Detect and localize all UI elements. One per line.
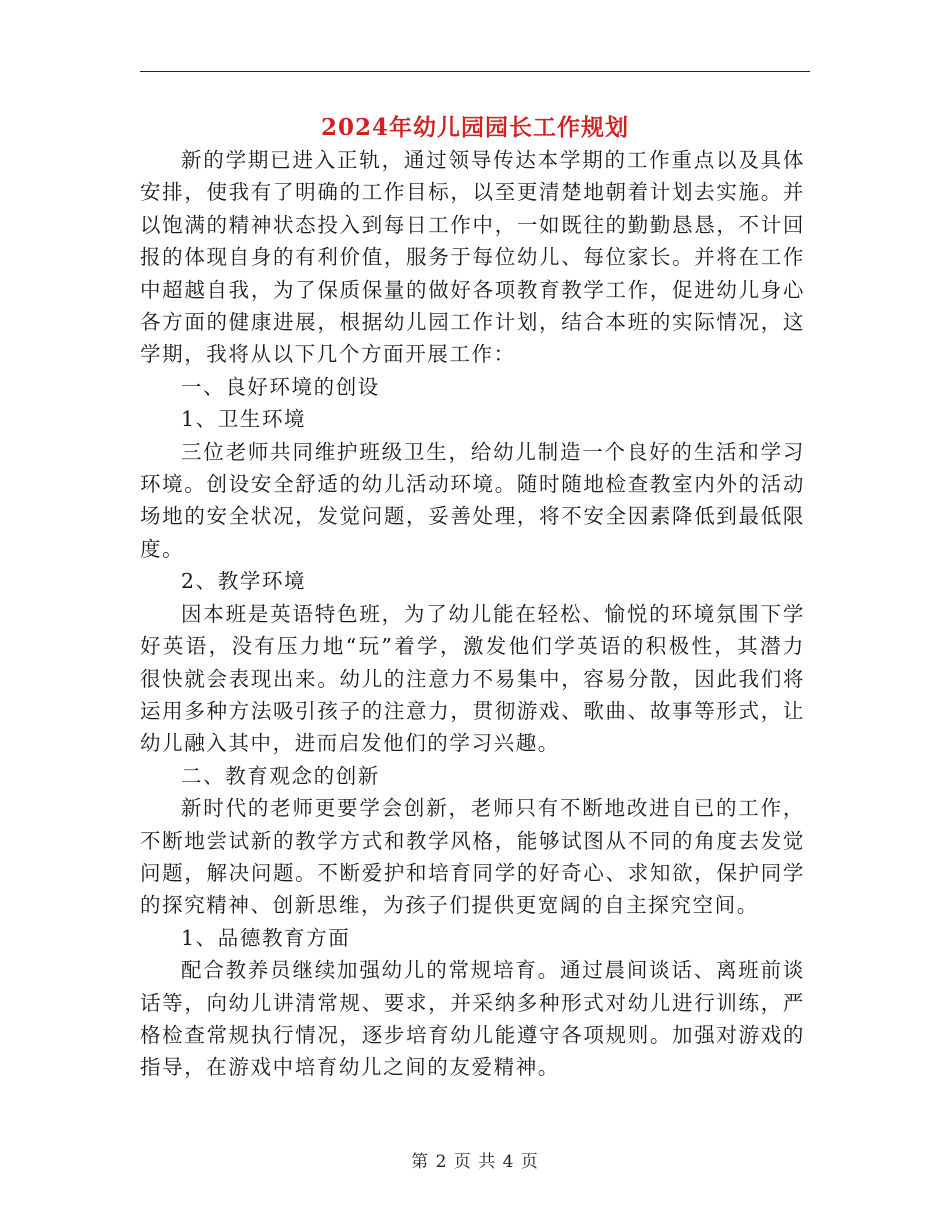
hygiene-paragraph: 三位老师共同维护班级卫生，给幼儿制造一个良好的生活和学习环境。创设安全舒适的幼儿活动环境。随时随地检查教室内外的活动场地的安全状况，发觉问题，妥善处理，将不安全因素降低到最低限度。 <box>140 439 805 561</box>
moral-paragraph: 配合教养员继续加强幼儿的常规培育。通过晨间谈话、离班前谈话等，向幼儿讲清常规、要求，并采纳多种形式对幼儿进行训练，严格检查常规执行情况，逐步培育幼儿能遵守各项规则。加强对游戏的指导，在游戏中培育幼儿之间的友爱精神。 <box>140 958 805 1080</box>
subheading-hygiene: 1、卫生环境 <box>181 407 307 432</box>
document-body <box>140 144 805 1084</box>
section-heading-innovation: 二、教育观念的创新 <box>181 763 380 788</box>
innovation-paragraph: 新时代的老师更要学会创新，老师只有不断地改进自已的工作，不断地尝试新的教学方式和教学风格，能够试图从不同的角度去发觉问题，解决问题。不断爱护和培育同学的好奇心、求知欲，保护同学的探究精神、创新思维，为孩子们提供更宽阔的自主探究空间。 <box>140 796 805 918</box>
document-title: 2024年幼儿园园长工作规划 <box>320 114 629 141</box>
subheading-teaching: 2、教学环境 <box>181 569 307 594</box>
teaching-paragraph: 因本班是英语特色班，为了幼儿能在轻松、愉悦的环境氛围下学好英语，没有压力地“玩”着学，激发他们学英语的积极性，其潜力很快就会表现出来。幼儿的注意力不易集中，容易分散，因此我们将运用多种方法吸引孩子的注意力，贯彻游戏、歌曲、故事等形式，让幼儿融入其中，进而启发他们的学习兴趣。 <box>140 601 805 756</box>
subheading-moral: 1、品德教育方面 <box>181 925 351 950</box>
section-heading-environment: 一、良好环境的创设 <box>181 374 380 399</box>
page-number: 第 2 页 共 4 页 <box>411 1152 539 1172</box>
header-rule <box>140 71 810 72</box>
intro-paragraph: 新的学期已进入正轨，通过领导传达本学期的工作重点以及具体安排，使我有了明确的工作目标，以至更清楚地朝着计划去实施。并以饱满的精神状态投入到每日工作中，一如既往的勤勤恳恳，不计回报的体现自身的有利价值，服务于每位幼儿、每位家长。并将在工作中超越自我，为了保质保量的做好各项教育教学工作，促进幼儿身心各方面的健康进展，根据幼儿园工作计划，结合本班的实际情况，这学期，我将从以下几个方面开展工作： <box>140 148 805 367</box>
